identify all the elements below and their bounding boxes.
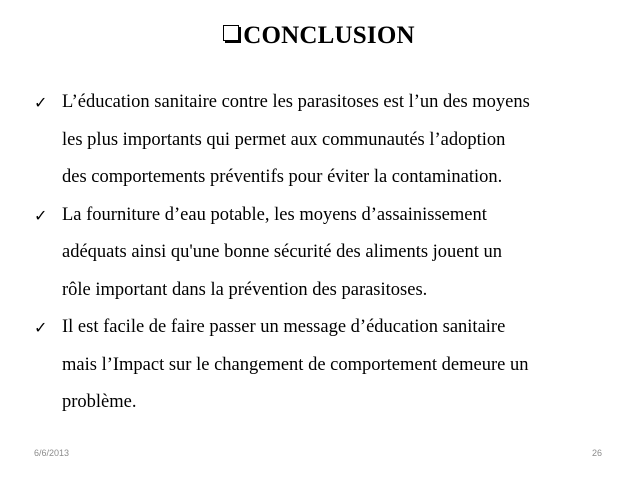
bullet-item bbox=[34, 84, 602, 197]
slide-title: CONCLUSION bbox=[243, 22, 415, 49]
bullet-item bbox=[34, 309, 602, 422]
bullet-line: Il est facile de faire passer un message d’éducation sanitaire bbox=[62, 317, 506, 337]
bullet-line: La fourniture d’eau potable, les moyens d’assainissement bbox=[62, 204, 487, 225]
page-number: 26 bbox=[591, 448, 602, 458]
bullet-line: L’éducation sanitaire contre les parasitoses est l’un des moyens bbox=[62, 92, 530, 112]
bullet-line: mais l’Impact sur le changement de comportement demeure un bbox=[62, 354, 529, 375]
checkmark-icon: ✓ bbox=[34, 205, 48, 225]
bullet-line: problème. bbox=[62, 392, 137, 412]
checkmark-icon: ✓ bbox=[34, 93, 48, 112]
bullet-line: rôle important dans la prévention des parasitoses. bbox=[62, 279, 428, 300]
bullet-list bbox=[34, 84, 602, 422]
bullet-line: adéquats ainsi qu'une bonne sécurité des aliments jouent un bbox=[62, 242, 503, 262]
bullet-item bbox=[34, 197, 602, 310]
slide-title-row bbox=[0, 22, 638, 50]
bullet-line: les plus importants qui permet aux communautés l’adoption bbox=[62, 129, 506, 150]
checkmark-icon: ✓ bbox=[34, 318, 48, 337]
checkbox-icon bbox=[223, 25, 239, 41]
footer-date: 6/6/2013 bbox=[34, 448, 70, 458]
bullet-line: des comportements préventifs pour éviter la contamination. bbox=[62, 167, 503, 187]
